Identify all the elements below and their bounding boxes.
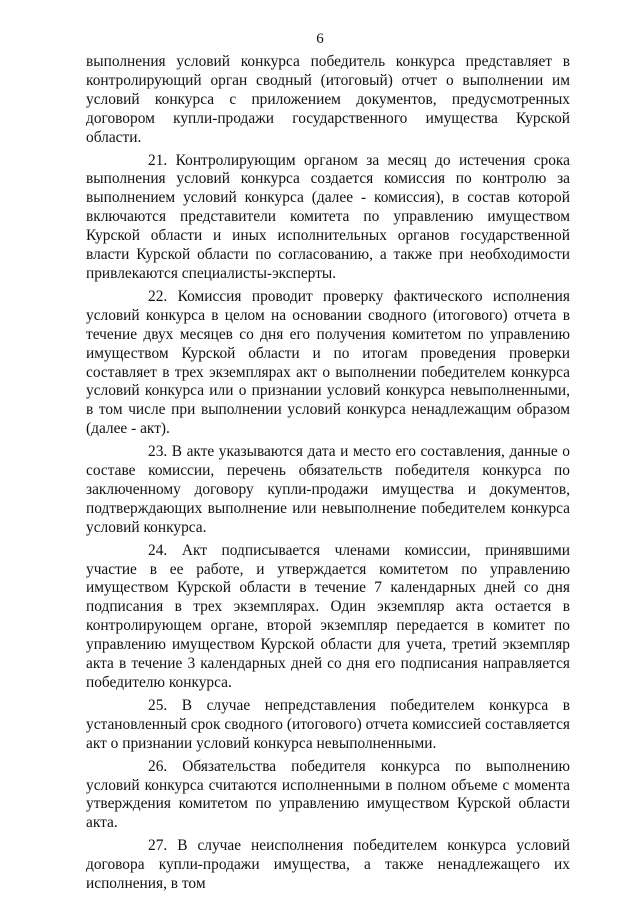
paragraph-27: 27. В случае неисполнения победителем конкурса условий договора купли-продажи имущества, а также ненадлежащего их исполнения, в том — [86, 837, 570, 893]
paragraph-26: 26. Обязательства победителя конкурса по выполнению условий конкурса считаются исполненными в полном объеме с момента утверждения комитетом по управлению имуществом Курской области акта. — [86, 757, 570, 832]
paragraph-continuation: выполнения условий конкурса победитель конкурса представляет в контролирующий орган сводный (итоговый) отчет о выполнении им условий конкурса с приложением документов, предусмотренных договором купли-продажи государственного имущества Курской области. — [86, 53, 570, 146]
paragraph-24: 24. Акт подписывается членами комиссии, принявшими участие в ее работе, и утверждается комитетом по управлению имуществом Курской области в течение 7 календарных дней со дня подписания в трех экземплярах. Один экземпляр акта остается в контролирующем органе, второй экземпляр передается в комитет по управлению имуществом Курской области для учета, третий экземпляр акта в течение 3 календарных дней со дня его подписания направляется победителю конкурса. — [86, 541, 570, 691]
paragraph-25: 25. В случае непредставления победителем конкурса в установленный срок сводного (итогового) отчета комиссией составляется акт о признании условий конкурса невыполненными. — [86, 696, 570, 752]
paragraph-23: 23. В акте указываются дата и место его составления, данные о составе комиссии, перечень обязательств победителя конкурса по заключенному договору купли-продажи имущества и документов, подтверждающих выполнение или невыполнение победителем конкурса условий конкурса. — [86, 443, 570, 536]
page-number: 6 — [316, 31, 324, 47]
paragraph-21: 21. Контролирующим органом за месяц до истечения срока выполнения условий конкурса создается комиссия по контролю за выполнением условий конкурса (далее - комиссия), в состав которой включаются представители комитета по управлению имуществом Курской области и иных исполнительных органов государственной власти Курской области по согласованию, а также при необходимости привлекаются специалисты-эксперты. — [86, 151, 570, 282]
document-body — [86, 53, 570, 898]
paragraph-22: 22. Комиссия проводит проверку фактического исполнения условий конкурса в целом на основании сводного (итогового) отчета в течение двух месяцев со дня его получения комитетом по управлению имуществом Курской области и по итогам проведения проверки составляет в трех экземплярах акт о выполнении победителем конкурса условий конкурса или о признании условий конкурса невыполненными, в том числе при выполнении условий конкурса ненадлежащим образом (далее - акт). — [86, 287, 570, 438]
